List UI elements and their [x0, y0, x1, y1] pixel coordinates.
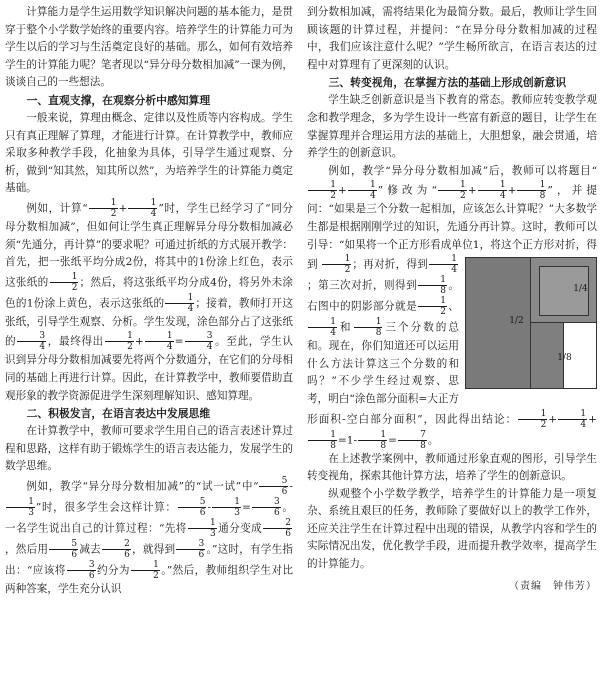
fraction-three-sixths: $\frac{3}{6}$ [252, 497, 281, 518]
fraction-three-quarters: $\frac{3}{4}$ [17, 331, 46, 352]
fraction-quarter: $\frac{1}{4}$ [478, 180, 507, 201]
fraction-three-sixths: $\frac{3}{6}$ [67, 560, 96, 581]
right-column [307, 4, 597, 595]
fraction-quarter: $\frac{1}{4}$ [429, 254, 458, 275]
fraction-half: $\frac{1}{2}$ [105, 331, 134, 352]
fraction-eighth: $\frac{1}{8}$ [308, 430, 337, 451]
fraction-half: $\frac{1}{2}$ [518, 409, 547, 430]
fraction-five-sixths: $\frac{5}{6}$ [49, 539, 78, 560]
fraction-third: $\frac{1}{3}$ [212, 497, 241, 518]
fraction-half: $\frac{1}{2}$ [50, 272, 79, 293]
text-segment: ；然后，将这张纸平均分成4份，将另外未涂色的1份涂上黄色，表示这张纸的 [5, 276, 293, 310]
text-segment: ，最终得出 [47, 335, 104, 348]
text-segment: 时，学生已经学习了“同分母分数相加减”，但如何让学生真正理解异分母分数相加减必须“先通分，再计算”的要求呢？可通过折纸的方式展开教学：首先，把一张纸平均分成2份，将其中的1份涂上红色，表示这张纸的 [5, 202, 293, 289]
fraction-quarter: $\frac{1}{4}$ [348, 180, 377, 201]
fraction-half: $\frac{1}{2}$ [89, 198, 118, 219]
fraction-third: $\frac{1}{3}$ [188, 518, 217, 539]
left-column [5, 4, 293, 598]
fraction-two-sixths: $\frac{2}{6}$ [102, 539, 131, 560]
fraction-quarter: $\frac{1}{4}$ [558, 409, 587, 430]
paragraph-7: 例如，教学“异分母分数相加减”后，教师可以将题目“ $\frac{1}{2}$ + $\frac{1}{4}$ ”修改为“ $\frac{1}{2}$ + $\frac{1}{4}$ + $\frac{1}{8}$ ”，并提问：“如果是三个分数一起相加，应该怎么计算呢？”大多数学生都是根据刚刚学过的知识，先通分再计算。这时，教师可以引导：“如果将一个正方形看成单位1，将这个正方形对折，得到 1/2 1/4 1/8 $\frac{1}{2}$ ；再对折，得到 $\frac{1}{4}$ ；第三次对折，则得到 $\frac{1}{8}$ 。右图中的阴影部分就是 $\frac{1}{2}$ 、 $\frac{1}{4}$ 和 $\frac{1}{8}$ 三个分数的总和。现在，你们知道还可以运用什么方法计算这三个分数的和吗？”不少学生经过观察、思考，明白“涂色部分面积=大正方形面积-空白部分面积”，因此得出结论： $\frac{1}{2}$ + $\frac{1}{4}$ + $\frac{1}{8}$ =1- $\frac{1}{8}$ = $\frac{7}{8}$ 。 [307, 164, 597, 451]
fraction-half: $\frac{1}{2}$ [418, 296, 447, 317]
fraction-half: $\frac{1}{2}$ [438, 180, 467, 201]
paragraph-5: 到分数相加减，需将结果化为最简分数。最后，教师让学生回顾该题的计算过程，并提问：“在异分母分数相加减的过程中，我们应该注意什么呢？”学生畅所欲言，在语言表达的过程中对算理有了更深刻的认识。 [307, 6, 597, 71]
paragraph-8: 在上述教学案例中，教师通过形象直观的图形，引导学生转变视角，探索其他计算方法，培养了学生的创新意识。 [307, 452, 597, 483]
paragraph-3: 在计算教学中，教师可要求学生用自己的语言表述计算过程和思路，这样有助于锻炼学生的语言表达能力，发展学生的数学思维。 [5, 425, 293, 473]
figure-label-quarter: 1/4 [573, 284, 588, 295]
paragraph-9: 纵观整个小学数学教学，培养学生的计算能力是一项复杂、系统且艰巨的任务，教师除了要做好以上的教学工作外，还应关注学生在计算过程中出现的错误，从教学内容和学生的实际情况出发，优化教学手段，进而提升教学效率，提高学生的计算能力。 [307, 487, 597, 571]
fraction-half: $\frac{1}{2}$ [322, 254, 351, 275]
fraction-quarter: $\frac{1}{4}$ [308, 317, 337, 338]
paragraph-4: 例如，教学“异分母分数相加减”的“试一试”中“ $\frac{5}{6}$ - $\frac{1}{3}$ ”时，很多学生会这样计算： $\frac{5}{6}$ - $\frac{1}{3}$ = $\frac{3}{6}$ 。一名学生说出自己的计算过程：“先将 $\frac{1}{3}$ 通分变成 $\frac{2}{6}$ ，然后用 $\frac{5}{6}$ 减去 $\frac{2}{6}$ ，就得到 $\frac{3}{6}$ 。”这时，有学生指出：“应该将 $\frac{3}{6}$ 约分为 $\frac{1}{2}$ 。”然后，教师组织学生对比两种答案，学生充分认识 [5, 475, 294, 595]
fraction-five-sixths: $\frac{5}{6}$ [178, 497, 207, 518]
fraction-half: $\frac{1}{2}$ [308, 180, 337, 201]
section-heading-1: 一、直观支撑，在观察分析中感知算理 [26, 93, 211, 107]
paragraph-1: 一般来说，算理由概念、定律以及性质等内容构成。学生只有真正理解了算理，才能进行计算。在计算教学中，教师应采取多种教学手段，化抽象为具体，引导学生通过观察、分析，做到“知其然，知其所以然”，为培养学生的计算能力奠定基础。 [5, 111, 293, 195]
folding-square-figure [465, 257, 597, 389]
intro-paragraph: 计算能力是学生运用数学知识解决问题的基本能力，是贯穿于整个小学数学始终的重要内容。培养学生的计算能力可为学生以后的学习与生活奠定良好的基础。那么，如何有效培养学生的计算能力呢？笔者现以“异分母分数相加减”一课为例，谈谈自己的一些想法。 [5, 6, 293, 89]
text-segment: 例如，计算“ [26, 202, 88, 215]
editor-credit: （责编 钟伟芳） [509, 580, 597, 592]
fraction-eighth: $\frac{1}{8}$ [354, 317, 383, 338]
fraction-five-sixths: $\frac{5}{6}$ [259, 476, 288, 497]
text-segment: 。至此，学生认识到异分母分数相加减要先将两个分数通分，在它们的分母相同的基础上再进行计算。因此，在计算教学中，教师要借助直观形象的教学资源促进学生深刻理解知识、感知算理。 [5, 335, 294, 402]
fraction-eighth: $\frac{1}{8}$ [418, 275, 447, 296]
text-segment: ；接着，教师打开这张纸，引导学生观察、分析。学生发现，涂色部分占了这张纸的 [5, 297, 293, 348]
fraction-two-sixths: $\frac{2}{6}$ [263, 518, 292, 539]
fraction-three-sixths: $\frac{3}{6}$ [176, 539, 205, 560]
fraction-eighth: $\frac{1}{8}$ [358, 430, 387, 451]
fraction-quarter: $\frac{1}{4}$ [128, 198, 157, 219]
section-heading-2: 二、积极发言，在语言表达中发展思维 [26, 407, 211, 421]
section-heading-3: 三、转变视角，在掌握方法的基础上形成创新意识 [328, 76, 567, 90]
fraction-quarter: $\frac{1}{4}$ [165, 293, 194, 314]
fraction-third: $\frac{1}{3}$ [6, 497, 35, 518]
fraction-quarter: $\frac{1}{4}$ [145, 331, 174, 352]
fraction-seven-eighths: $\frac{7}{8}$ [398, 430, 427, 451]
paragraph-6: 学生缺乏创新意识是当下教育的常态。教师应转变教学观念和教学理念，多为学生设计一些富有新意的题目，让学生在掌握算理并合理运用方法的基础上，大胆想象，融会贯通，培养学生的创新意识。 [307, 94, 597, 160]
fraction-eighth: $\frac{1}{8}$ [517, 180, 546, 201]
fraction-half: $\frac{1}{2}$ [131, 560, 160, 581]
paragraph-2: 例如，计算“ $\frac{1}{2}$ + $\frac{1}{4}$ ”时，学生已经学习了“同分母分数相加减”，但如何让学生真正理解异分母分数相加减必须“先通分，再计算”的要求呢？可通过折纸的方式展开教学：首先，把一张纸平均分成2份，将其中的1份涂上红色，表示这张纸的 $\frac{1}{2}$ ；然后，将这张纸平均分成4份，将另外未涂色的1份涂上黄色，表示这张纸的 $\frac{1}{4}$ ；接着，教师打开这张纸，引导学生观察、分析。学生发现，涂色部分占了这张纸的 $\frac{3}{4}$ ，最终得出 $\frac{1}{2}$ + $\frac{1}{4}$ = $\frac{3}{4}$ 。至此，学生认识到异分母分数相加减要先将两个分数通分，在它们的分母相同的基础上再进行计算。因此，在计算教学中，教师要借助直观形象的教学资源促进学生深刻理解知识、感知算理。 [5, 197, 294, 402]
figure-label-eighth: 1/8 [557, 353, 572, 364]
figure-label-half: 1/2 [509, 316, 524, 327]
fraction-three-quarters: $\frac{3}{4}$ [185, 331, 214, 352]
